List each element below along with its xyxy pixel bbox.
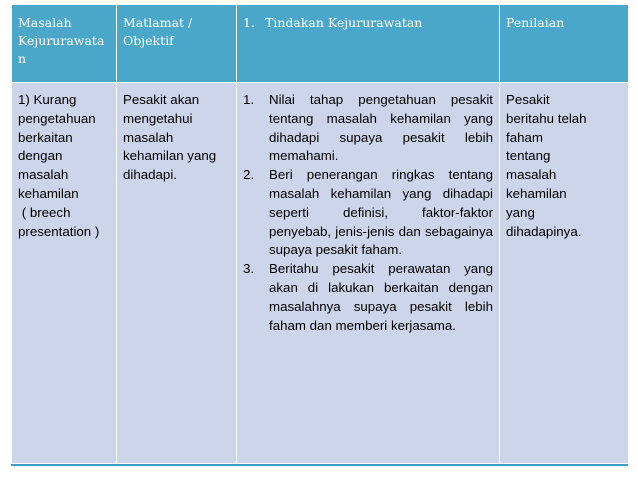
header-penilaian-label: Penilaian: [506, 15, 565, 30]
header-masalah: [12, 5, 117, 83]
list-item: [243, 166, 493, 260]
cell-text-line: kehamilan: [18, 185, 79, 201]
nursing-care-plan-table: [11, 4, 629, 464]
cell-text-line: dihadapinya.: [506, 223, 582, 239]
cell-text-line: pengetahuan: [18, 110, 96, 126]
header-matlamat-line: Matlamat /: [123, 15, 193, 30]
bottom-rule: [11, 464, 628, 466]
cell-text-line: ( breech: [18, 204, 71, 220]
header-matlamat: [117, 5, 237, 83]
cell-text-line: faham: [506, 129, 543, 145]
header-tindakan-number: 1.: [243, 15, 255, 30]
list-item: [243, 91, 493, 166]
header-tindakan: [237, 5, 500, 83]
cell-text-line: kehamilan yang: [123, 148, 217, 164]
cell-text-line: Pesakit: [506, 92, 550, 107]
cell-masalah: [12, 83, 117, 464]
cell-text-line: masalah: [123, 129, 174, 145]
cell-text-line: tentang: [506, 148, 551, 164]
cell-text-line: presentation ): [18, 223, 100, 239]
cell-tindakan: [237, 83, 500, 464]
cell-text-line: yang: [506, 204, 535, 220]
header-masalah-line: Masalah: [18, 15, 72, 30]
list-item: [243, 260, 493, 335]
cell-penilaian: [500, 83, 629, 464]
action-list: [243, 91, 493, 335]
header-tindakan-label: Tindakan Kejururawatan: [265, 15, 423, 30]
list-item-number: 2.: [243, 167, 255, 183]
header-masalah-line: n: [18, 51, 27, 66]
cell-matlamat: [117, 83, 237, 464]
header-matlamat-line: Objektif: [123, 33, 174, 48]
cell-text-line: dihadapi.: [123, 167, 177, 183]
list-item-number: 3.: [243, 261, 255, 277]
table-row: [12, 83, 629, 464]
cell-text-line: masalah: [18, 167, 69, 183]
cell-text-line: 1) Kurang: [18, 92, 77, 107]
list-item-text: Beritahu pesakit perawatan yang akan di lakukan berkaitan dengan masalahnya supaya pesakit lebih faham dan memberi kerjasama.: [269, 261, 493, 333]
header-row: [12, 5, 629, 83]
header-penilaian: [500, 5, 629, 83]
header-masalah-line: Kejururawata: [18, 33, 105, 48]
list-item-text: Nilai tahap pengetahuan pesakit tentang masalah kehamilan yang dihadapi supaya pesakit lebih memahami.: [269, 92, 493, 164]
cell-text-line: dengan: [18, 148, 63, 164]
list-item-text: Beri penerangan ringkas tentang masalah kehamilan yang dihadapi seperti definisi, faktor-faktor penyebab, jenis-jenis dan sebagainya supaya pesakit faham.: [269, 167, 493, 258]
cell-text-line: Pesakit akan: [123, 92, 200, 107]
cell-text-line: mengetahui: [123, 110, 193, 126]
list-item-number: 1.: [243, 92, 255, 107]
cell-text-line: beritahu telah: [506, 110, 587, 126]
cell-text-line: masalah: [506, 167, 557, 183]
cell-text-line: kehamilan: [506, 185, 567, 201]
cell-text-line: berkaitan: [18, 129, 73, 145]
